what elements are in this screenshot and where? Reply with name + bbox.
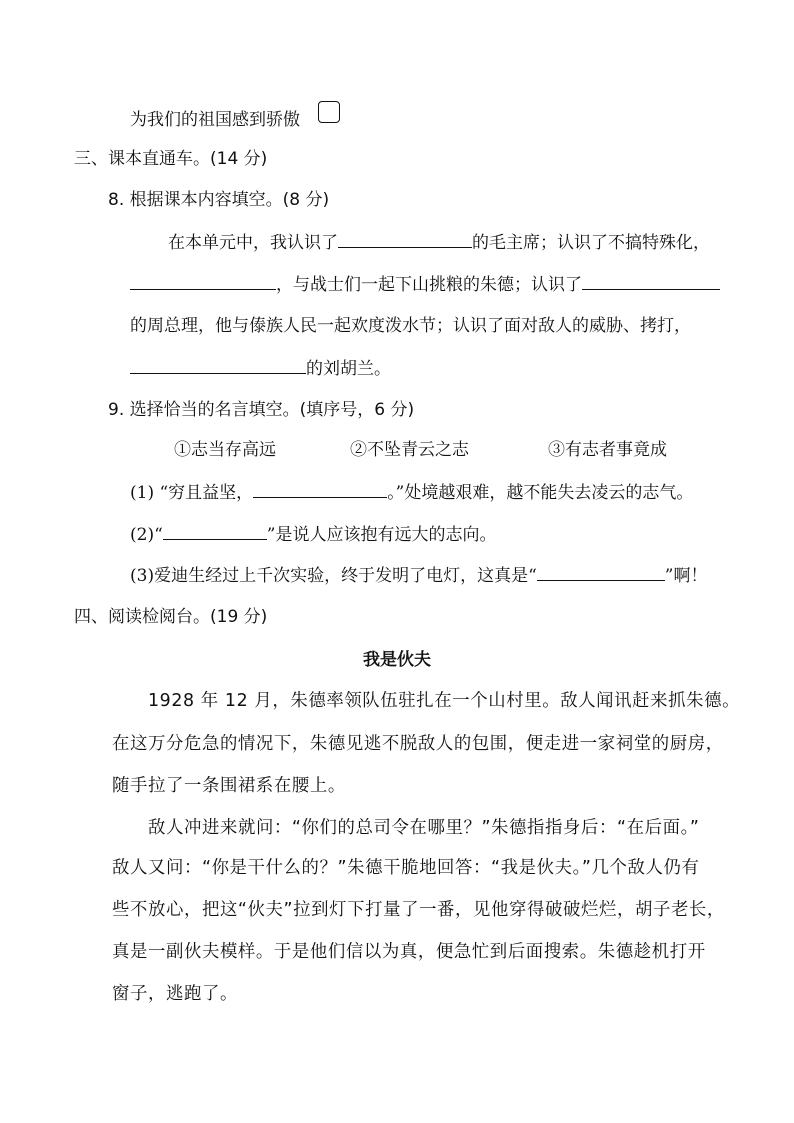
q8-blank-1[interactable] <box>338 230 472 248</box>
q8-line1-b: 的毛主席；认识了不搞特殊化， <box>472 233 710 253</box>
q9-s1-b: 。”处境越艰难，越不能失去凌云的志气。 <box>387 483 694 503</box>
q9-blank-2[interactable] <box>163 522 267 540</box>
passage-line-6: 些不放心，把这“伙夫”拉到灯下打量了一番，见他穿得破破烂烂，胡子老长， <box>112 900 725 920</box>
q8-line4 <box>130 356 391 381</box>
q8-line4-text: 的刘胡兰。 <box>306 359 391 379</box>
q9-option-1: ①志当存高远 <box>174 440 276 460</box>
section4-heading: 四、阅读检阅台。(19 分) <box>74 607 268 627</box>
q9-s3-a: (3)爱迪生经过上千次实验，终于发明了电灯，这真是“ <box>130 566 537 586</box>
q8-stem: 8. 根据课本内容填空。(8 分) <box>108 190 330 210</box>
passage-line-7: 真是一副伙夫模样。于是他们信以为真，便急忙到后面搜索。朱德趁机打开 <box>112 942 706 962</box>
q9-s2-a: (2)“ <box>130 525 163 545</box>
q8-line1-a: 在本单元中，我认识了 <box>168 233 338 253</box>
prev-tail-text: 为我们的祖国感到骄傲 <box>130 110 300 130</box>
passage-line-4: 敌人冲进来就问：“你们的总司令在哪里？”朱德指指身后：“在后面。” <box>148 818 700 838</box>
prev-question-tail <box>130 108 300 132</box>
q9-s2-b: ”是说人应该抱有远大的志向。 <box>266 525 497 545</box>
answer-box[interactable] <box>318 101 340 123</box>
q9-blank-1[interactable] <box>253 480 387 498</box>
passage-line-1: 1928 年 12 月，朱德率领队伍驻扎在一个山村里。敌人闻讯赶来抓朱德。 <box>148 691 741 711</box>
q8-blank-3[interactable] <box>582 272 720 290</box>
q9-sentence-1 <box>130 480 693 505</box>
passage-line-3: 随手拉了一条围裙系在腰上。 <box>112 776 346 796</box>
q8-line2 <box>130 272 720 297</box>
q9-sentence-2 <box>130 522 496 547</box>
q9-stem: 9. 选择恰当的名言填空。(填序号，6 分) <box>108 400 415 420</box>
q8-line2-a: ，与战士们一起下山挑粮的朱德；认识了 <box>276 275 582 295</box>
q8-blank-4[interactable] <box>130 356 306 374</box>
q9-sentence-3 <box>130 563 707 588</box>
q8-line1 <box>168 230 710 255</box>
q9-s3-b: ”啊！ <box>664 566 708 586</box>
q9-blank-3[interactable] <box>537 563 665 581</box>
q9-option-2: ②不坠青云之志 <box>350 440 469 460</box>
q8-blank-2[interactable] <box>130 272 276 290</box>
passage-line-8: 窗子，逃跑了。 <box>112 984 238 1004</box>
passage-line-5: 敌人又问：“你是干什么的？”朱德干脆地回答：“我是伙夫。”几个敌人仍有 <box>112 858 700 878</box>
q8-line3: 的周总理，他与傣族人民一起欢度泼水节；认识了面对敌人的威胁、拷打， <box>130 316 691 336</box>
q9-s1-a: (1) “穷且益坚， <box>130 483 254 503</box>
passage-title: 我是伙夫 <box>363 650 431 670</box>
passage-line-2: 在这万分危急的情况下，朱德见逃不脱敌人的包围，便走进一家祠堂的厨房， <box>112 734 724 754</box>
section3-heading: 三、课本直通车。(14 分) <box>74 149 268 169</box>
q9-option-3: ③有志者事竟成 <box>548 440 667 460</box>
